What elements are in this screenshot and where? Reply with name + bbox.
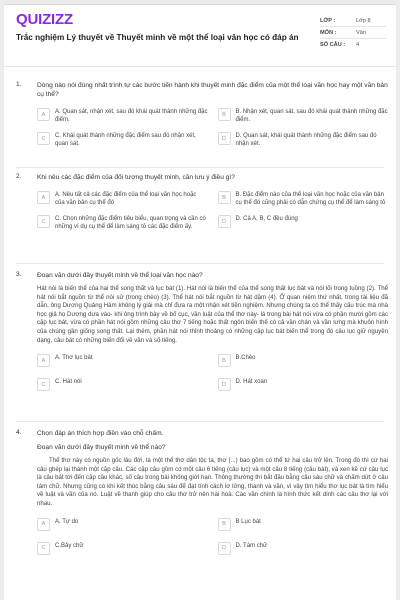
answer-option-d[interactable] (218, 214, 389, 234)
page-title: Trắc nghiệm Lý thuyết về Thuyết minh về một thể loại văn học có đáp án (16, 33, 299, 42)
option-letter-box[interactable]: B (218, 518, 231, 531)
answer-option-d[interactable] (218, 541, 389, 561)
quiz-page (4, 4, 396, 600)
answer-option-a[interactable] (37, 517, 208, 537)
option-letter-box[interactable]: A (37, 518, 50, 531)
option-text: A. Thơ lục bát (55, 355, 93, 362)
question-subtext: Đoạn văn dưới đây thuyết minh về thể nào? (37, 444, 166, 451)
answer-options (37, 353, 388, 397)
answer-option-c[interactable] (37, 214, 208, 234)
page-header (4, 5, 396, 67)
option-text: D. Tám chữ (235, 542, 268, 549)
question-number: 3. (16, 271, 22, 278)
question-divider (16, 421, 384, 422)
option-text: D. Cả A, B, C đều đúng (235, 216, 298, 222)
option-text: B. Đặc điểm nào của thể loại văn học hoặc của văn bản cụ thể đó cũng phải có dẫn chứng cụ thể để làm sáng tỏ (235, 192, 386, 206)
option-text: D. Hát xoan (235, 379, 268, 386)
answer-option-c[interactable] (37, 377, 208, 397)
answer-options (37, 190, 388, 234)
option-letter-box[interactable]: D (218, 542, 231, 555)
question-text: Đoạn văn dưới đây thuyết minh về thể loại văn học nào? (37, 272, 203, 279)
option-letter-box[interactable]: B (218, 354, 231, 367)
answer-option-b[interactable] (218, 517, 389, 537)
option-text: C. Hát nói (55, 379, 82, 386)
meta-value: Văn (356, 29, 366, 36)
option-text: A. Tự do (55, 518, 79, 525)
answer-option-a[interactable] (37, 107, 208, 127)
meta-row-question-count (320, 39, 386, 51)
question-1 (16, 81, 388, 151)
question-number: 1. (16, 81, 22, 88)
question-divider (16, 263, 384, 264)
option-letter-box[interactable]: C (37, 378, 50, 391)
answer-option-b[interactable] (218, 190, 389, 210)
answer-option-b[interactable] (218, 107, 389, 127)
option-text: C.Bảy chữ (55, 542, 84, 549)
option-text: C. Khái quát thành những đặc điểm sau đó nhận xét, quan sát. (55, 133, 196, 147)
option-letter-box[interactable]: A (37, 354, 50, 367)
option-letter-box[interactable]: D (218, 378, 231, 391)
meta-label: SỐ CÂU : (320, 42, 346, 48)
question-4 (16, 429, 388, 561)
option-letter-box[interactable]: D (218, 132, 231, 145)
option-text: A. Nêu tất cả các đặc điểm của thể loại văn học hoặc của văn bản cụ thể đó (55, 192, 197, 206)
quiz-meta-table (320, 15, 386, 51)
answer-option-a[interactable] (37, 190, 208, 210)
quizizz-logo[interactable]: QUIZIZZ (16, 11, 73, 28)
option-text: B Lục bát (235, 518, 261, 525)
question-text: Chọn đáp án thích hợp điền vào chỗ chấm. (37, 430, 164, 437)
meta-label: MÔN : (320, 29, 337, 36)
answer-option-b[interactable] (218, 353, 389, 373)
answer-options (37, 517, 388, 561)
option-text: B. Nhận xét, quan sát, sau đó khái quát thành những đặc điểm. (235, 109, 388, 123)
reading-passage: Thể thơ này có nguồn gốc lâu đời, là một thể thơ dân tộc ta, thơ (...) bao gồm có thể tứ hai câu trở lên. Trong đó thì cứ hai câu ghép lại thành một cặp câu. Các cặp câu gồm có một câu 6 tiếng (câu lục) và một câu 8 tiếng (câu bát), và xen kẽ cứ câu lục là câu bát tới đến cặp câu khác, số câu trong bài không giới hạn. Thông thường thì bắt đầu bằng câu sáu chữ và chấm dứt ở câu tám chữ. Nhưng cũng có khi kết thúc bằng câu sáu để đạt tính cách lơ lửng, thanh và vần, vì vậy tìm hiểu thơ lục bát là tìm hiểu về luật và vần của nó. Luật về thanh giúp cho câu thơ trở nên hài hoà. Các vần chính là hình thức kết dính các câu thơ lại với nhau. (37, 457, 388, 507)
option-letter-box[interactable]: C (37, 215, 50, 228)
meta-row-grade (320, 15, 386, 27)
answer-option-a[interactable] (37, 353, 208, 373)
question-divider (16, 167, 384, 168)
answer-option-c[interactable] (37, 541, 208, 561)
meta-value: 4 (356, 42, 360, 48)
reading-passage: Hát nói là biến thể của hai thể song thất và lục bát (1). Hát nói là biến thể của thể song thất lục bát và nói lối trong tuồng (2). Thể hát nói bắt nguồn từ thể nói sử (trong chèo) (3). Thể hát nói bắt nguồn từ hát dặm (4). Ở quan niệm thứ nhất, trong tài liệu đã dẫn, ông Dương Quảng Hàm không lý giải mà chỉ đưa ra một nhận xét tiền nghiệm. Nhưng chúng ta có thể thấy cấu trúc mà nhà học giả họ Dương dựa vào- khi ông trình bày về bố cục, vần luật của thể thơ này- là trong bài hát nói vừa có phần mười gồm các cặp lục bát, vừa có phần hát nói gồm những câu thơ 7 tiếng hoặc thất ngôn biến thể có cả vần chân và vần lưng mà khuôn hình của chúng gần giống song thất. Lại thêm, phần hát nói thỉnh thoảng có những cặp lục bát biến thể trong đó câu lục giữ nguyên dạng, câu bát có những biến đổi về vần và số tiếng. (37, 285, 388, 344)
option-letter-box[interactable]: D (218, 215, 231, 228)
option-text: A. Quan sát, nhận xét, sau đó khái quát thành những đặc điểm. (55, 109, 208, 123)
option-letter-box[interactable]: B (218, 108, 231, 121)
option-text: B.Chèo (235, 355, 256, 362)
option-letter-box[interactable]: A (37, 108, 50, 121)
answer-option-d[interactable] (218, 131, 389, 151)
question-number: 2. (16, 173, 22, 180)
option-letter-box[interactable]: A (37, 191, 50, 204)
meta-value: Lớp 8 (356, 17, 371, 24)
answer-option-d[interactable] (218, 377, 389, 397)
meta-row-subject (320, 27, 386, 39)
question-text: Khi nêu các đặc điểm của đối tượng thuyết minh, cần lưu ý điều gì? (37, 174, 235, 181)
option-letter-box[interactable]: C (37, 132, 50, 145)
meta-label: LỚP : (320, 17, 336, 24)
question-number: 4. (16, 429, 22, 436)
question-2 (16, 173, 388, 234)
answer-options (37, 107, 388, 151)
option-text: C. Chọn những đặc điểm tiêu biểu, quan trọng và cần có những ví dụ cụ thể để làm sáng tỏ các đặc điểm ấy. (55, 216, 206, 230)
answer-option-c[interactable] (37, 131, 208, 151)
question-text: Dòng nào nói đúng nhất trình tự các bước tiến hành khi thuyết minh đặc điểm của một thể loại văn học hay một văn bản cụ thể? (37, 82, 388, 98)
question-3 (16, 271, 388, 397)
option-letter-box[interactable]: B (218, 191, 231, 204)
option-text: D. Quan sát, khái quát thành những đặc điểm sau đó nhận xét. (235, 133, 377, 147)
option-letter-box[interactable]: C (37, 542, 50, 555)
